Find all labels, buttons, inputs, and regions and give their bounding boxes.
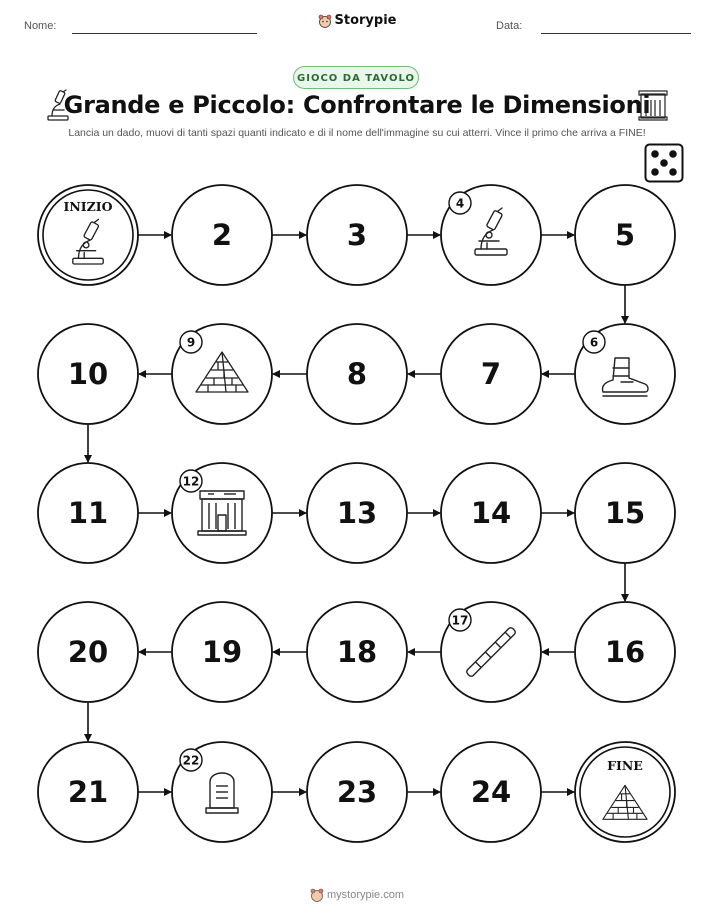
board-cell-22 [172,742,272,842]
page-title: Grande e Piccolo: Confrontare le Dimensioni [63,91,651,119]
finish-label: FINE [607,758,643,773]
cell-number-badge [583,331,605,353]
instructions-text: Lancia un dado, muovi di tanti spazi quanti indicato e di il nome dell'immagine su cui atterri. Vince il primo che arriva a FINE! [68,127,646,139]
cell-number: 18 [336,635,378,669]
board-cell-4 [441,185,541,285]
svg-text:12: 12 [182,474,200,489]
cell-number: 8 [346,357,368,391]
brand-name: Storypie [334,13,397,28]
board-cell-11 [38,463,138,563]
cell-number: 11 [67,496,109,530]
cell-number-badge [449,609,471,631]
board-cell-3 [307,185,407,285]
board-cell-8 [307,324,407,424]
cell-number: 15 [604,496,646,530]
board-cell-10 [38,324,138,424]
board-cell-16 [575,602,675,702]
board-cells [38,185,675,842]
board-cell-12 [172,463,272,563]
cell-number-badge [180,331,202,353]
cell-number: 10 [67,357,109,391]
cell-number: 7 [480,357,502,391]
storypie-logo-icon [310,888,324,902]
cell-number: 23 [336,775,378,809]
cell-number-badge [449,192,471,214]
game-type-badge: GIOCO DA TAVOLO [293,66,419,89]
cell-number: 24 [470,775,512,809]
board-cell-23 [307,742,407,842]
svg-text:4: 4 [455,196,465,211]
board-cell-7 [441,324,541,424]
board-cell-6 [575,324,675,424]
start-label: INIZIO [63,199,113,214]
cell-number: 3 [346,218,368,252]
board-cell-17 [441,602,541,702]
svg-text:6: 6 [589,335,599,350]
cell-number: 2 [211,218,233,252]
svg-text:22: 22 [182,753,200,768]
board-cell-14 [441,463,541,563]
board-cell-20 [38,602,138,702]
board-cell-21 [38,742,138,842]
date-label: Data: [496,20,523,32]
cell-number: 14 [470,496,512,530]
board-cell-5 [575,185,675,285]
board-cell-13 [307,463,407,563]
footer [0,888,714,902]
cell-number: 13 [336,496,378,530]
board-cell-18 [307,602,407,702]
board-cell-9 [172,324,272,424]
cell-number: 20 [67,635,109,669]
cell-number: 21 [67,775,109,809]
cell-number: 19 [201,635,243,669]
cell-number: 5 [614,218,636,252]
footer-url: mystorypie.com [326,888,405,901]
board-cell-2 [172,185,272,285]
board-cell-25 [575,742,675,842]
board-cell-24 [441,742,541,842]
cell-number-badge [180,749,202,771]
cell-number-badge [180,470,202,492]
svg-text:17: 17 [451,613,469,628]
board-cell-19 [172,602,272,702]
svg-text:9: 9 [186,335,196,350]
cell-number: 16 [604,635,646,669]
board-cell-15 [575,463,675,563]
board-cell-1 [38,185,138,285]
name-label: Nome: [24,20,57,32]
